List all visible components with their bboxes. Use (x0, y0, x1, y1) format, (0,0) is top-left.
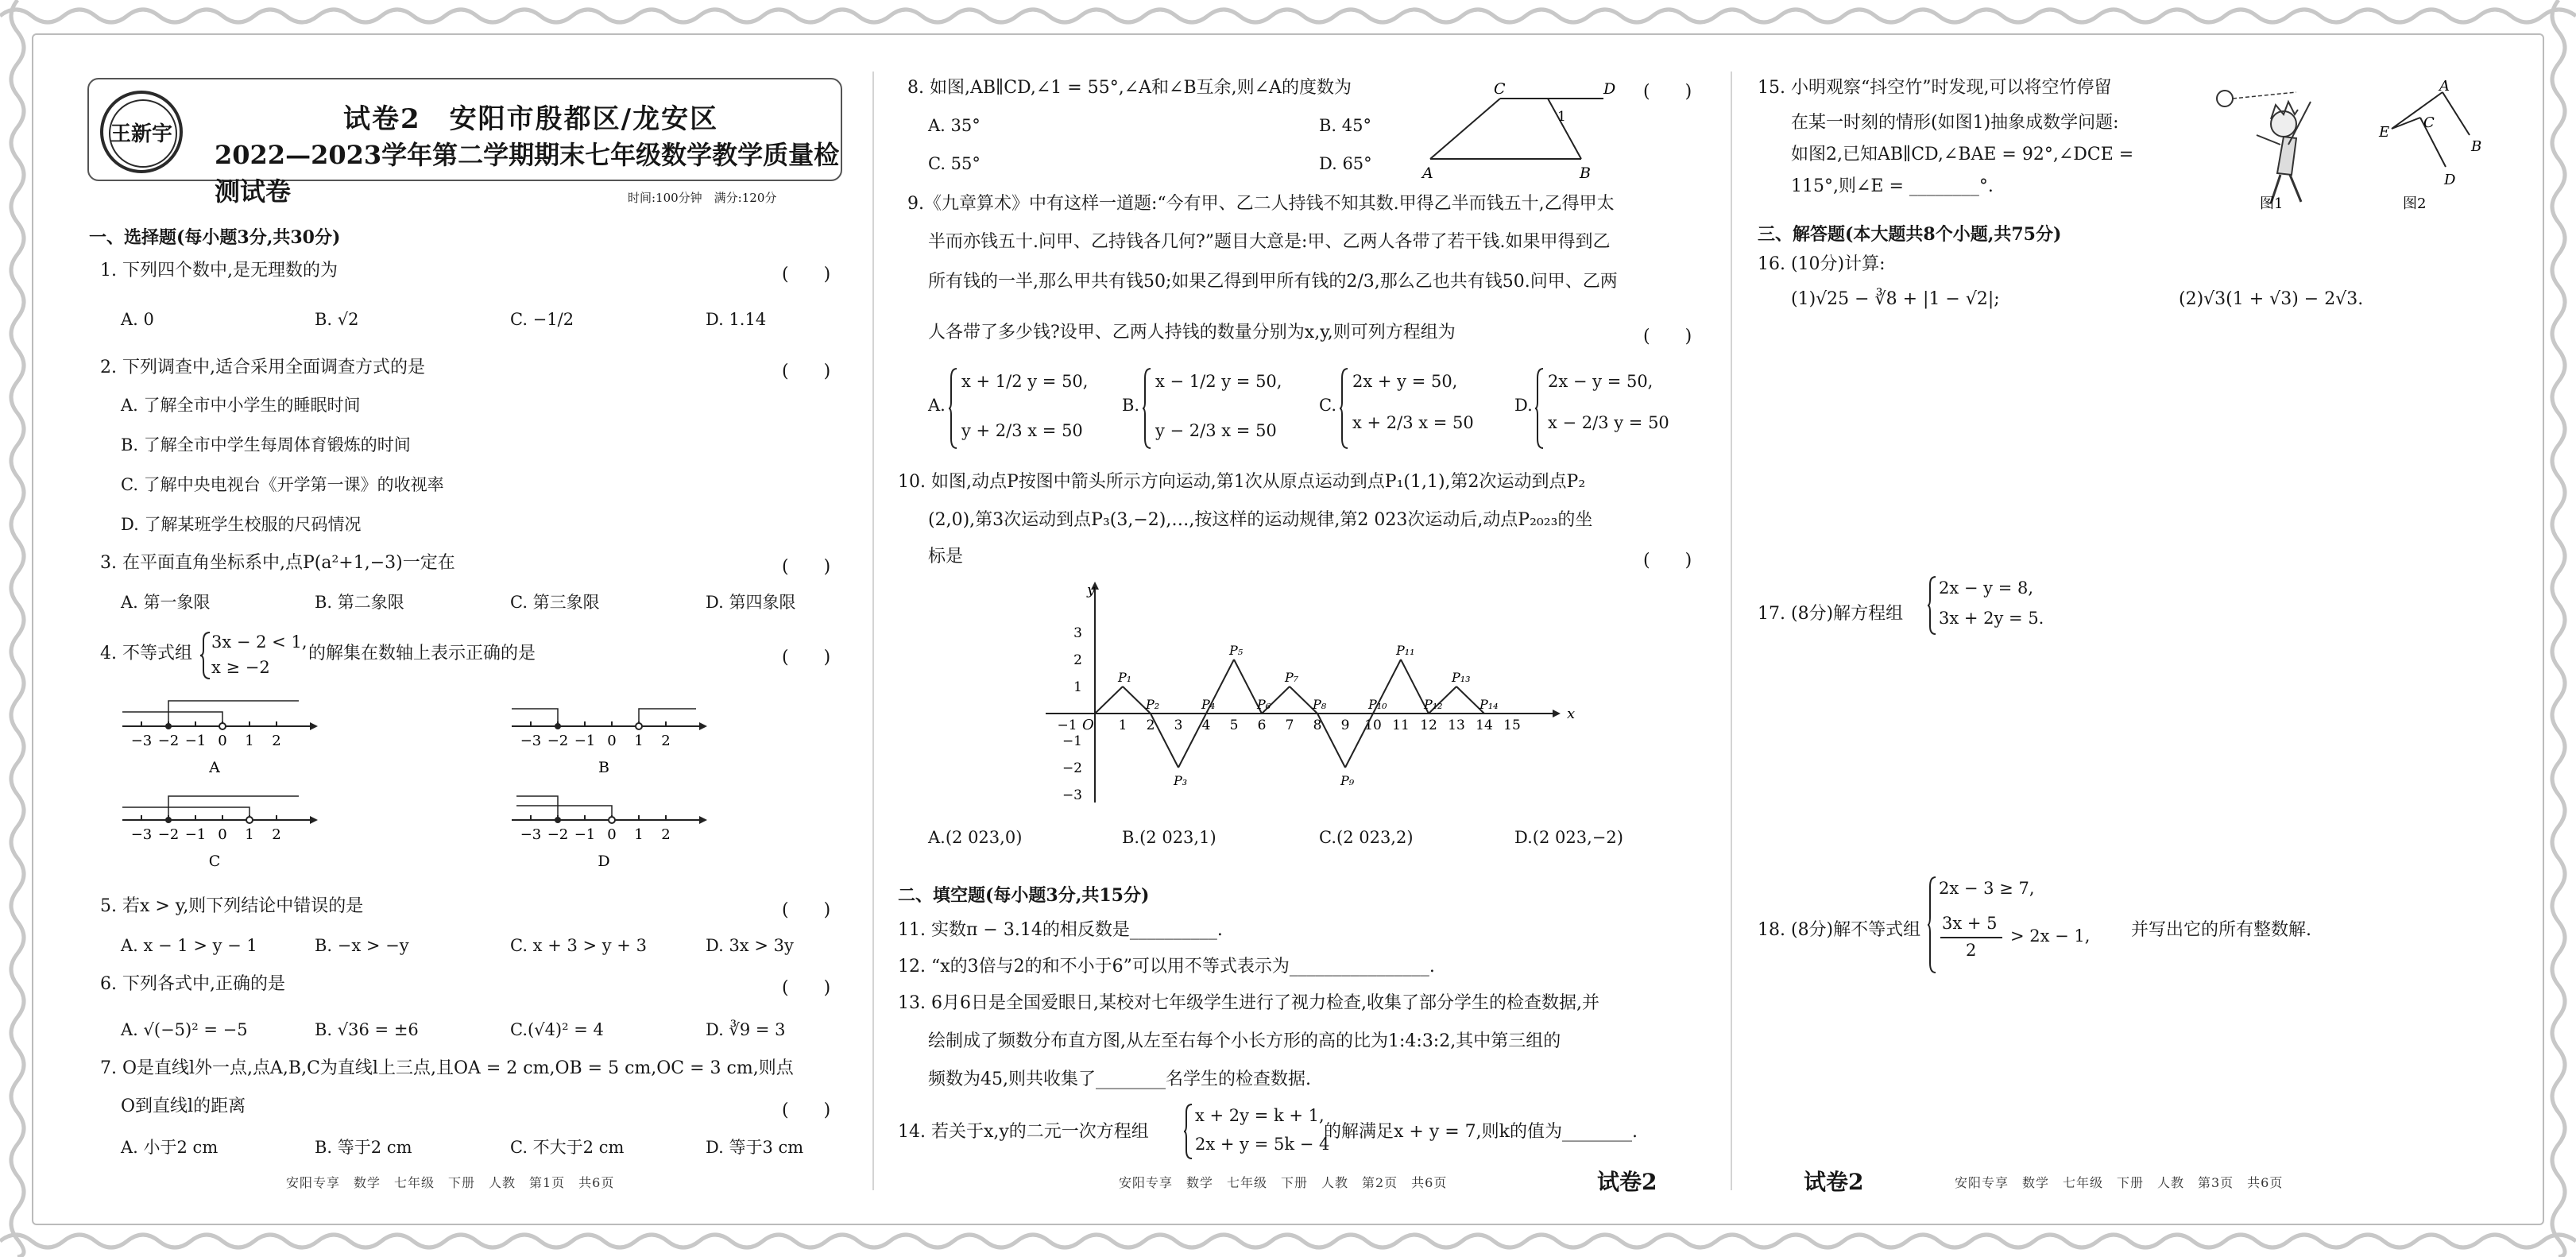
question-18: 18. (8分)解不等式组 (1758, 920, 1921, 940)
brace (1928, 575, 1937, 636)
system-eq: x − 1/2 y = 50, (1155, 372, 1282, 391)
answer-blank: ( ) (782, 900, 831, 920)
option-b: B. 了解全市中学生每周体育锻炼的时间 (121, 435, 411, 454)
q10-zigzag-graph (1041, 580, 1576, 810)
wavy-border-top (0, 0, 2576, 32)
option-label: B (598, 759, 609, 776)
question-15-line: 如图2,已知AB∥CD,∠BAE = 92°,∠DCE = (1791, 145, 2134, 164)
x-axis-label: x (1567, 706, 1576, 722)
system-eq: x + 2/3 x = 50 (1352, 413, 1474, 432)
figure-1-caption: 图1 (2260, 195, 2284, 212)
fraction-bar (1940, 937, 2002, 938)
point-label: P₁₄ (1479, 697, 1499, 712)
option-a: A.(2 023,0) (928, 828, 1023, 847)
system-eq: 2x + y = 5k − 4 (1195, 1135, 1330, 1154)
option-d-label: D. (1514, 396, 1533, 415)
svg-text:A: A (2439, 78, 2450, 95)
point-label: P₁₃ (1452, 670, 1471, 685)
system-eq: 2x + y = 50, (1352, 372, 1458, 391)
option-c: C. 第三象限 (510, 593, 600, 612)
tick-label: 2 (272, 826, 281, 843)
option-c: C. 不大于2 cm (510, 1138, 625, 1157)
brace (1184, 1103, 1193, 1160)
question-15-line: 115°,则∠E = ________°. (1791, 176, 1994, 196)
y-tick-label: −3 (1062, 787, 1082, 803)
svg-text:C: C (2423, 114, 2435, 131)
tick-label: −3 (520, 733, 542, 749)
question-18-tail: 并写出它的所有整数解. (2131, 920, 2311, 940)
point-label: P₁₁ (1396, 643, 1415, 658)
page-footer: 安阳专享 数学 七年级 下册 人教 第2页 共6页 (1119, 1175, 1448, 1190)
point-label: P₄ (1201, 697, 1216, 712)
option-b: B. 第二象限 (315, 593, 404, 612)
tick-label: −3 (130, 826, 153, 843)
tick-label: 2 (272, 733, 281, 749)
option-a: A. x − 1 > y − 1 (121, 936, 257, 955)
tick-label: −1 (574, 826, 596, 843)
y-axis-label: y (1087, 582, 1096, 598)
system-eq: y − 2/3 x = 50 (1155, 421, 1277, 440)
question-4-stem-tail: 的解集在数轴上表示正确的是 (308, 644, 536, 663)
question-9-line: 人各带了多少钱?设甲、乙两人持钱的数量分别为x,y,则可列方程组为 (928, 323, 1456, 342)
option-label: C (208, 853, 221, 870)
answer-blank: ( ) (1643, 551, 1692, 570)
angle-figure-2 (2368, 78, 2487, 213)
x-tick-label: 2 (1146, 717, 1155, 733)
point-label: P₃ (1174, 773, 1188, 788)
logo-text: 王新宇 (110, 122, 172, 146)
question-16-part-1: (1)√25 − ∛8 + |1 − √2|; (1791, 289, 2000, 309)
y-tick-label: 1 (1073, 679, 1082, 695)
question-13: 13. 6月6日是全国爱眼日,某校对七年级学生进行了视力检查,收集了部分学生的检查数据,并 (898, 993, 1599, 1013)
option-b: B. 45° (1319, 116, 1372, 135)
point-label: P₉ (1340, 773, 1355, 788)
question-4-stem: 4. 不等式组 (100, 644, 192, 663)
tick-label: 0 (218, 826, 227, 843)
x-tick-label: 14 (1476, 717, 1493, 733)
x-tick-label: 11 (1392, 717, 1410, 733)
tick-label: 0 (607, 826, 617, 843)
tick-label: 1 (634, 826, 644, 843)
question-13-line: 频数为45,则共收集了________名学生的检查数据. (928, 1069, 1311, 1089)
system-eq: 2x − y = 8, (1939, 578, 2033, 598)
numberline-option-b (509, 691, 715, 779)
brace (1535, 367, 1545, 450)
question-10-line: 标是 (928, 547, 964, 567)
svg-text:E: E (2379, 124, 2390, 141)
option-c: C.(2 023,2) (1319, 828, 1414, 847)
system-eq-tail: > 2x − 1, (2010, 926, 2091, 946)
point-label: P₂ (1146, 697, 1160, 712)
option-b: B.(2 023,1) (1122, 828, 1216, 847)
question-14-tail: 的解满足x + y = 7,则k的值为________. (1324, 1122, 1638, 1142)
svg-text:B: B (2471, 138, 2482, 155)
x-tick-label: 1 (1118, 717, 1127, 733)
tick-label: 1 (245, 733, 254, 749)
tick-label: −2 (157, 733, 180, 749)
x-tick-label: 13 (1448, 717, 1465, 733)
x-tick-label: 9 (1340, 717, 1350, 733)
option-a: A. 小于2 cm (121, 1138, 219, 1157)
option-b: B. −x > −y (315, 936, 409, 955)
question-8: 8. 如图,AB∥CD,∠1 = 55°,∠A和∠B互余,则∠A的度数为 (907, 78, 1352, 98)
question-15: 15. 小明观察“抖空竹”时发现,可以将空竹停留 (1758, 78, 2112, 98)
option-d: D. ∛9 = 3 (706, 1020, 786, 1039)
graph-segment (1095, 687, 1123, 714)
x-tick-label: 12 (1420, 717, 1437, 733)
question-9-line: 半而亦钱五十.问甲、乙持钱各几何?”题目大意是:甲、乙两人各带了若干钱.如果甲得到乙 (928, 232, 1611, 252)
x-tick-label: 8 (1313, 717, 1322, 733)
question-10-line: (2,0),第3次运动到点P₃(3,−2),…,按这样的运动规律,第2 023次运动后,动点P₂₀₂₃的坐 (928, 510, 1593, 530)
option-d: D. 了解某班学生校服的尺码情况 (121, 515, 362, 534)
option-label: D (598, 853, 610, 870)
x-tick-label: 4 (1201, 717, 1211, 733)
option-a: A. 第一象限 (121, 593, 211, 612)
brace (1340, 367, 1349, 450)
answer-blank: ( ) (1643, 327, 1692, 346)
option-a: A. 0 (121, 310, 154, 329)
tick-label: 0 (218, 733, 227, 749)
answer-blank: ( ) (782, 1100, 831, 1120)
question-1: 1. 下列四个数中,是无理数的为 (100, 261, 338, 280)
point-label: P₅ (1229, 643, 1244, 658)
brace (200, 631, 211, 680)
tick-label: −3 (130, 733, 153, 749)
page-footer: 安阳专享 数学 七年级 下册 人教 第3页 共6页 (1955, 1175, 2284, 1190)
tick-label: −1 (184, 733, 207, 749)
x-tick-label: 5 (1229, 717, 1239, 733)
fraction-denominator: 2 (1966, 941, 1977, 960)
option-b: B. 等于2 cm (315, 1138, 412, 1157)
option-d: D. 3x > 3y (706, 936, 794, 955)
angle-label: 1 (1557, 109, 1566, 125)
system-eq: 2x − y = 50, (1548, 372, 1654, 391)
wavy-border-left (0, 0, 35, 1257)
numberline-option-d (509, 785, 715, 872)
system-eq: x + 1/2 y = 50, (961, 372, 1089, 391)
option-b-label: B. (1122, 396, 1140, 415)
y-tick-label: 3 (1073, 625, 1082, 641)
tick-label: −1 (184, 826, 207, 843)
answer-blank: ( ) (1643, 82, 1692, 102)
x-tick-label: 6 (1257, 717, 1267, 733)
system-eq: x + 2y = k + 1, (1195, 1106, 1325, 1125)
tick-label: −2 (547, 733, 569, 749)
question-10: 10. 如图,动点P按图中箭头所示方向运动,第1次从原点运动到点P₁(1,1),第2次运动到点P₂ (898, 472, 1586, 492)
section-2-heading: 二、填空题(每小题3分,共15分) (898, 885, 1150, 906)
tick-label: 2 (661, 733, 671, 749)
exam-subtitle: 2022—2023学年第二学期期末七年级数学教学质量检测试卷 (215, 140, 840, 207)
fraction-numerator: 3x + 5 (1942, 914, 1998, 933)
question-9-line: 所有钱的一半,那么甲共有钱50;如果乙得到甲所有钱的2/3,那么乙也共有钱50.问甲、乙两 (928, 272, 1618, 292)
question-7-cont: O到直线l的距离 (121, 1096, 246, 1116)
graph-point-labels (1117, 643, 1499, 788)
diabolo-player-figure (2209, 78, 2336, 213)
column-divider (872, 72, 874, 1190)
question-17: 17. (8分)解方程组 (1758, 604, 1904, 624)
column-divider (1731, 72, 1732, 1190)
option-a: A. 了解全市中小学生的睡眠时间 (121, 396, 361, 415)
numberline-option-c (119, 785, 326, 872)
exam-title: 试卷2 安阳市殷都区/龙安区 (343, 103, 719, 135)
question-11: 11. 实数π − 3.14的相反数是__________. (898, 920, 1223, 940)
x-tick-label: 15 (1503, 717, 1521, 733)
figure-2-caption: 图2 (2403, 195, 2427, 212)
point-label: B (1580, 164, 1591, 182)
point-label: D (1603, 80, 1616, 98)
x-tick-label: 7 (1285, 717, 1294, 733)
option-c: C. −1/2 (510, 310, 574, 329)
tick-label: 1 (245, 826, 254, 843)
option-b: B. √36 = ±6 (315, 1020, 419, 1039)
point-label: P₆ (1257, 697, 1271, 712)
point-label: P₁₀ (1368, 697, 1387, 712)
question-3: 3. 在平面直角坐标系中,点P(a²+1,−3)一定在 (100, 553, 455, 573)
system-eq: x − 2/3 y = 50 (1548, 413, 1669, 432)
point-label: P₁ (1118, 670, 1132, 685)
option-c: C. x + 3 > y + 3 (510, 936, 647, 955)
paper-number: 试卷2 (1597, 1169, 1657, 1195)
exam-time-score: 时间:100分钟 满分:120分 (628, 191, 777, 205)
y-tick-label: −2 (1062, 760, 1082, 776)
question-15-line: 在某一时刻的情形(如图1)抽象成数学问题: (1791, 113, 2119, 133)
x-tick-label: −1 (1057, 717, 1077, 733)
point-label: P₁₂ (1424, 697, 1443, 712)
option-c: C. 了解中央电视台《开学第一课》的收视率 (121, 475, 444, 494)
answer-blank: ( ) (782, 648, 831, 667)
section-3-heading: 三、解答题(本大题共8个小题,共75分) (1758, 224, 2062, 245)
option-label: A (209, 759, 220, 776)
question-12: 12. “x的3倍与2的和不小于6”可以用不等式表示为________________. (898, 957, 1435, 977)
question-5: 5. 若x > y,则下列结论中错误的是 (100, 896, 364, 916)
option-d: D. 1.14 (706, 310, 767, 329)
option-d: D.(2 023,−2) (1514, 828, 1623, 847)
y-tick-label: 2 (1073, 652, 1082, 668)
section-1-heading: 一、选择题(每小题3分,共30分) (89, 227, 341, 248)
answer-blank: ( ) (782, 978, 831, 998)
x-tick-label: 10 (1364, 717, 1382, 733)
option-b: B. √2 (315, 310, 359, 329)
system-eq: 2x − 3 ≥ 7, (1939, 879, 2035, 898)
y-tick-label: −1 (1062, 733, 1082, 749)
question-9: 9.《九章算术》中有这样一道题:“今有甲、乙二人持钱不知其数.甲得乙半而钱五十,乙得甲太 (907, 194, 1615, 214)
point-label: P₇ (1285, 670, 1299, 685)
question-16: 16. (10分)计算: (1758, 254, 1886, 274)
logo-seal (100, 91, 183, 173)
brace (949, 367, 958, 450)
question-16-part-2: (2)√3(1 + √3) − 2√3. (2179, 289, 2364, 309)
question-2: 2. 下列调查中,适合采用全面调查方式的是 (100, 358, 425, 377)
origin-label: O (1082, 717, 1094, 733)
option-d: D. 第四象限 (706, 593, 796, 612)
answer-blank: ( ) (782, 557, 831, 577)
system-eq-2: x ≥ −2 (211, 658, 270, 677)
wavy-border-bottom (0, 1225, 2576, 1257)
point-label: A (1422, 164, 1433, 182)
brace (1143, 367, 1152, 450)
question-14: 14. 若关于x,y的二元一次方程组 (898, 1122, 1149, 1142)
numberline-option-a (119, 691, 326, 779)
tick-label: −1 (574, 733, 596, 749)
wavy-border-right (2541, 0, 2576, 1257)
option-c: C. 55° (928, 154, 981, 173)
question-13-line: 绘制成了频数分布直方图,从左至右每个小长方形的高的比为1:4:3:2,其中第三组的 (928, 1031, 1561, 1051)
option-a: A. √(−5)² = −5 (121, 1020, 248, 1039)
system-eq: y + 2/3 x = 50 (961, 421, 1083, 440)
tick-label: −2 (157, 826, 180, 843)
brace (1928, 876, 1937, 974)
system-eq-1: 3x − 2 < 1, (211, 632, 307, 652)
option-d: D. 65° (1319, 154, 1372, 173)
tick-label: 2 (661, 826, 671, 843)
tick-label: 0 (607, 733, 617, 749)
point-label: C (1494, 80, 1506, 98)
option-c: C.(√4)² = 4 (510, 1020, 604, 1039)
answer-blank: ( ) (782, 265, 831, 284)
svg-text:D: D (2444, 172, 2456, 188)
tick-label: −2 (547, 826, 569, 843)
answer-blank: ( ) (782, 362, 831, 381)
x-tick-label: 3 (1174, 717, 1183, 733)
page-footer: 安阳专享 数学 七年级 下册 人教 第1页 共6页 (286, 1175, 615, 1190)
question-6: 6. 下列各式中,正确的是 (100, 974, 285, 994)
option-a: A. 35° (928, 116, 981, 135)
paper-number: 试卷2 (1804, 1169, 1864, 1195)
question-7: 7. O是直线l外一点,点A,B,C为直线l上三点,且OA = 2 cm,OB = 5 cm,OC = 3 cm,则点 (100, 1058, 794, 1078)
point-label: P₈ (1313, 697, 1327, 712)
tick-label: 1 (634, 733, 644, 749)
option-d: D. 等于3 cm (706, 1138, 804, 1157)
tick-label: −3 (520, 826, 542, 843)
option-c-label: C. (1319, 396, 1336, 415)
q8-figure-trapezoid (1422, 79, 1629, 183)
option-a-label: A. (928, 396, 946, 415)
system-eq: 3x + 2y = 5. (1939, 609, 2044, 628)
